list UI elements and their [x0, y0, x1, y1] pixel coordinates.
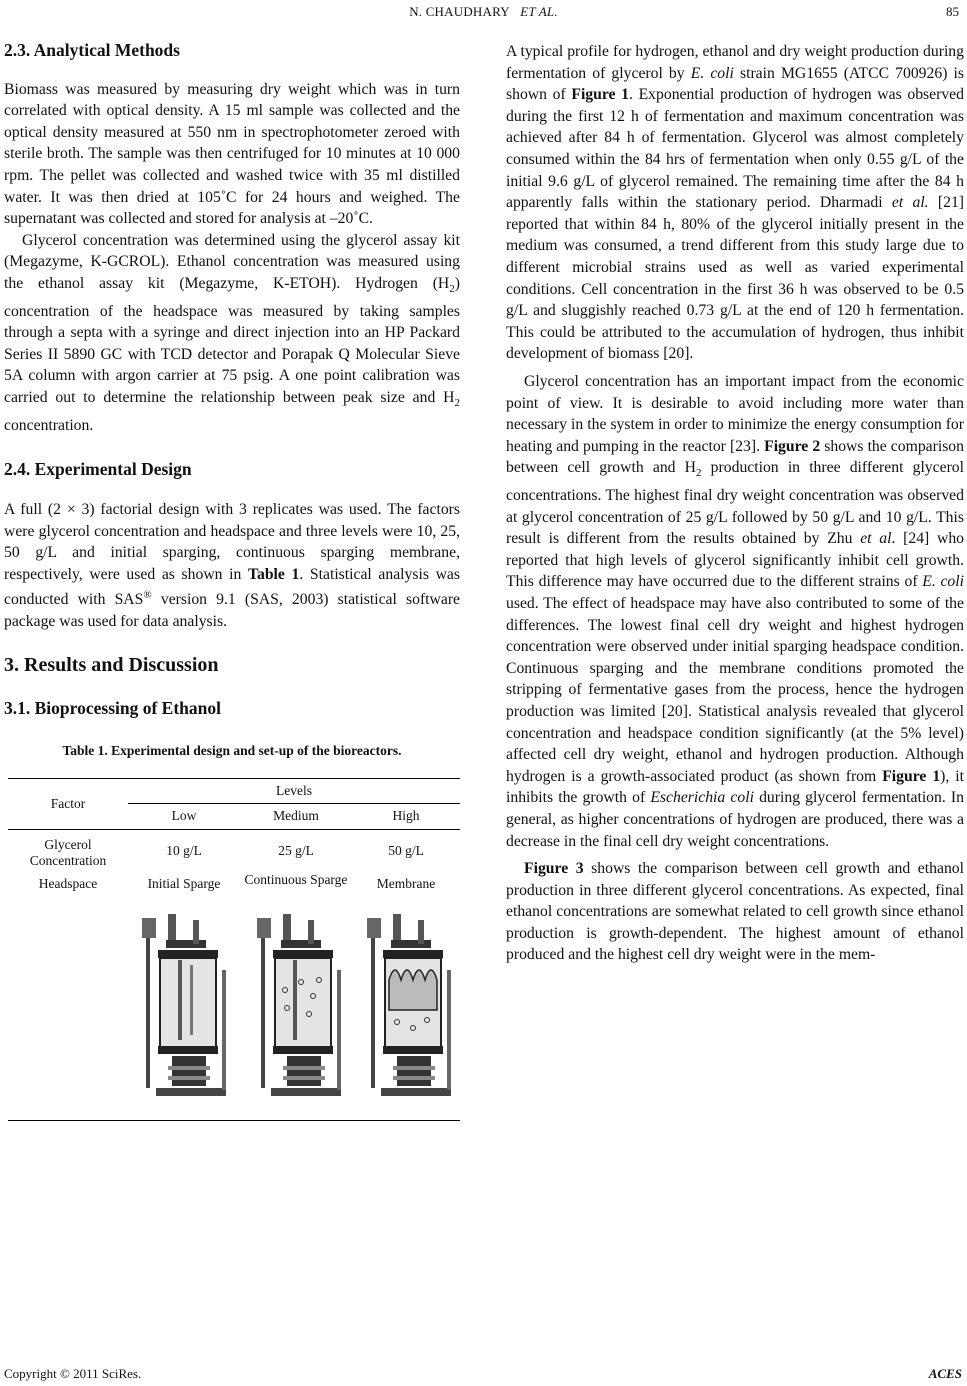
text-run: shows the comparison between cell growth and ethanol production in three different glycerol concentrations. As expected, final ethanol concentrations are somewhat related to cell growth since ethanol production is growth-dependent. The highest amount of ethanol produced and the highest cell dry weight were in the mem- [506, 860, 964, 964]
value-cell: 10 g/L [166, 842, 202, 858]
value-cell: Initial Sparge [147, 875, 221, 891]
text-run: production in three different glycerol concentrations. The highest final dry weight concentration was observed at glycerol concentration of 25 g/L followed by 50 g/L and 10 g/L. This result is different from the results obtained by Zhu [506, 459, 964, 548]
factor-cell: Headspace [38, 875, 98, 891]
text-run: used. The effect of headspace may have also contributed to some of the differences. The lowest final cell dry weight and highest hydrogen concentration were observed under initial sparging headspace condition. Continuous sparging and the membrane conditions promoted the stripping of fermentative gases from the process, hence the hydrogen production was limited [20]. Statistical analysis revealed that glycerol concentration and headspace condition significantly (at the 5% level) affected cell dry weight, ethanol and hydrogen production. Although hydrogen is a growth-associated product (as shown from [506, 594, 964, 785]
species-name: E. coli [690, 64, 734, 82]
reactor-images-row [8, 910, 460, 1121]
bioreactor-continuous-sparge-image [253, 910, 348, 1110]
paragraph-glycerol-assay [4, 230, 460, 437]
value-cell: Continuous Sparge [244, 871, 348, 887]
level-low: Low [171, 808, 197, 824]
paragraph-figure3 [506, 858, 964, 966]
bioreactor-initial-sparge-image [138, 910, 233, 1110]
table-wrapper [4, 778, 460, 1121]
copyright-notice: Copyright © 2011 SciRes. [4, 1366, 142, 1381]
figure-reference: Figure 3 [524, 860, 584, 878]
left-column [4, 40, 460, 1121]
level-medium: Medium [273, 808, 319, 824]
bioreactor-membrane-image [363, 910, 458, 1110]
text-run: . Statistical analysis was conducted with SAS [4, 565, 460, 609]
text-run: A full (2 × 3) factorial design with 3 replicates was used. The factors were glycerol concentration and headspace and three levels were 10, 25, 50 g/L and initial sparging, continuous sparging membrane, respectively, were used as shown in [4, 500, 460, 583]
text-run: during glycerol fermentation. In general, as higher concentrations of hydrogen are produced, there was a decrease in the final cell dry weight concentrations. [506, 789, 965, 850]
table-reference: Table 1 [247, 565, 300, 583]
levels-header: Levels [128, 778, 460, 804]
paragraph-typical-profile [506, 41, 964, 365]
subscript: 2 [696, 467, 702, 480]
text-run: version 9.1 (SAS, 2003) statistical software package was used for data analysis. [4, 591, 460, 631]
text-run: shows the comparison between cell growth and H [506, 437, 964, 477]
text-run: [21] reported that within 84 h, 80% of the glycerol initially present in the medium was consumed, a trend different from this study large due to different microbial strains used as well as varied experimental conditions. Cell concentration in the first 36 h was observed to be 0.5 g/L and sluggishly reached 0.73 g/L at the end of 120 h fermentation. This could be attributed to the accumulation of hydrogen, thus inhibit development of biomass [20]. [506, 194, 965, 363]
paragraph-biomass: Biomass was measured by measuring dry weight which was in turn correlated with optical density. A 15 ml sample was collected and the optical density measured at 550 nm in spectrophotometer zeroed with sterile broth. The sample was then centrifuged for 10 minutes at 10 000 rpm. The pellet was collected and washed twice with 35 ml distilled water. It was then dried at 105˚C for 24 hours and weighed. The supernatant was collected and stored for analysis at –20˚C. [4, 80, 460, 228]
paragraph-factorial-design [4, 499, 460, 633]
table-row [8, 829, 460, 872]
value-cell: 50 g/L [388, 842, 424, 858]
level-high: High [392, 808, 420, 824]
text-run: concentration. [4, 416, 94, 434]
subscript: 2 [454, 397, 460, 410]
species-name: Escherichia coli [650, 789, 754, 807]
factor-cell: Glycerol Concentration [29, 836, 107, 868]
text-run: strain MG1655 (ATCC 700926) is shown of [506, 64, 964, 104]
text-run: . [24] who reported that high levels of glycerol significantly inhibit cell growth. This difference may have occurred due to the different strains of [506, 530, 965, 591]
subscript: 2 [449, 283, 455, 296]
et-al-italic: et al. [891, 194, 929, 212]
text-run: ) concentration of the headspace was measured by taking samples through a septa with a syringe and direct injection into an HP Packard Series II 5890 GC with TCD detector and Porapak Q Molecular Sieve 5A column with argon carrier at 75 psig. A one point calibration was carried out to determine the relationship between peak size and H [4, 274, 460, 407]
registered-mark: ® [143, 589, 152, 602]
author-name: N. CHAUDHARY [409, 4, 510, 19]
factor-header: Factor [8, 778, 128, 829]
right-column [506, 40, 964, 966]
table-row [8, 872, 460, 910]
figure-reference: Figure 1 [882, 767, 941, 785]
et-al-italic: et al [860, 530, 892, 548]
text-run: ), it inhibits the growth of [506, 767, 964, 807]
text-run: Glycerol concentration has an important impact from the economic point of view. It is desirable to avoid including more water than necessary in the system in order to minimize the energy consumption for heating and pumping in the reactor [23]. [506, 372, 964, 455]
paragraph-glycerol-concentration [506, 371, 964, 852]
figure-reference: Figure 2 [764, 437, 821, 455]
page-header [0, 4, 967, 22]
design-table [8, 778, 460, 1121]
reactor-illustrations [8, 910, 460, 1120]
species-name: E. coli [922, 573, 964, 591]
text-run: A typical profile for hydrogen, ethanol and dry weight production during fermentation of glycerol by [506, 43, 964, 82]
running-head [0, 4, 967, 20]
text-run: Glycerol concentration was determined using the glycerol assay kit (Megazyme, K-GCROL). Ethanol concentration was measured using the ethanol assay kit (Megazyme, K-ETOH). Hydrogen (H [4, 231, 460, 292]
section-heading-analytical-methods: 2.3. Analytical Methods [4, 40, 180, 60]
reactor-images-cell [8, 910, 460, 1121]
journal-abbrev: ACES [928, 1366, 962, 1381]
section-heading-bioprocessing: 3.1. Bioprocessing of Ethanol [4, 698, 221, 719]
value-cell: 25 g/L [278, 842, 314, 858]
section-heading-experimental-design: 2.4. Experimental Design [4, 459, 192, 480]
et-al: ET AL. [520, 4, 558, 19]
table-header-row [8, 778, 460, 804]
value-cell: Membrane [376, 875, 436, 891]
text-run: . Exponential production of hydrogen was observed during the first 12 h of fermentation and maximum concentration was achieved after 84 h of fermentation. Glycerol was almost completely consumed within the 84 hrs of fermentation when only 0.55 g/L of the initial 9.6 g/L of glycerol remained. The remaining time after the 84 h apparently falls within the stationary period. Dharmadi [506, 86, 964, 212]
figure-reference: Figure 1 [571, 86, 630, 104]
table-caption: Table 1. Experimental design and set-up of the bioreactors. [62, 742, 402, 758]
section-heading-results: 3. Results and Discussion [4, 653, 219, 676]
page-number: 85 [946, 4, 959, 19]
